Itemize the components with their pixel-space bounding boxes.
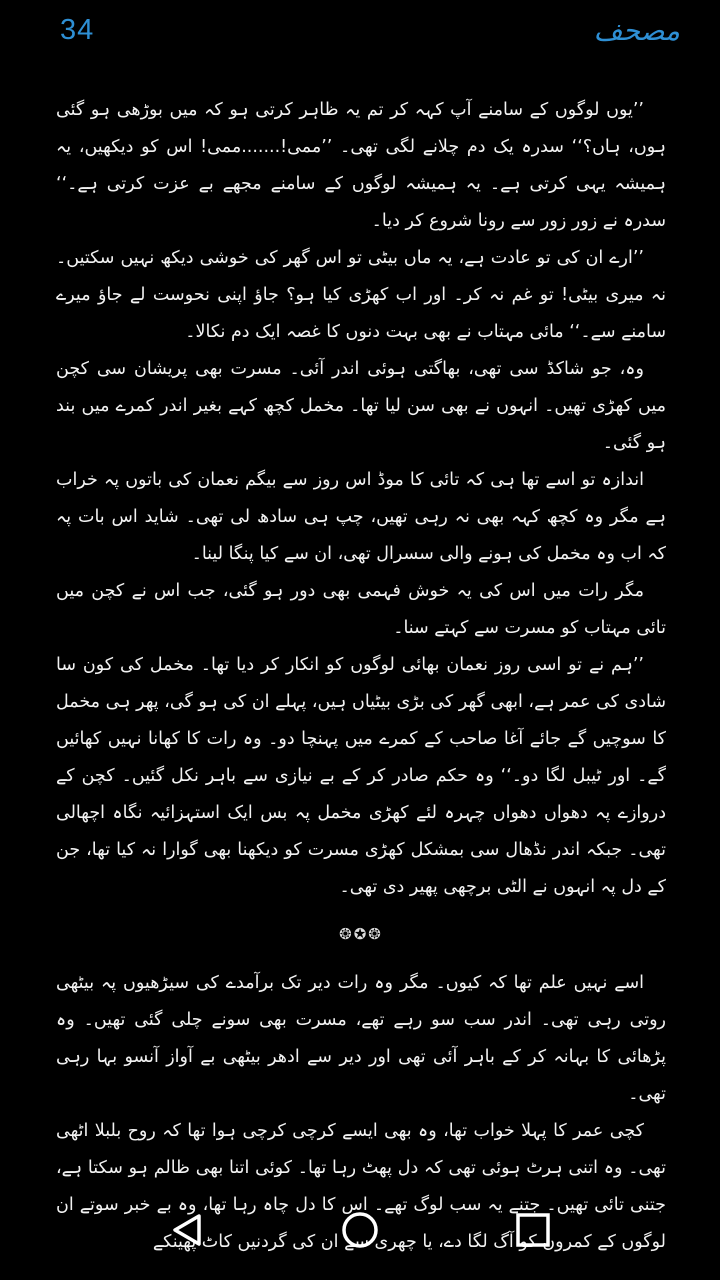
android-navigation-bar <box>0 1180 720 1280</box>
paragraph: اندازہ تو اسے تھا ہی کہ تائی کا موڈ اس روز سے بیگم نعمان کی باتوں پہ خراب ہے مگر وہ کچھ کہہ بھی نہ رہی تھیں، چپ ہی سادھ لی تھی۔ شاید اس بات پہ کہ اب وہ مخمل کی ہونے والی سسرال تھی، ان سے کیا پنگا لینا۔ <box>56 470 666 564</box>
back-triangle-icon <box>167 1210 207 1250</box>
home-circle-icon <box>340 1210 380 1250</box>
recents-button[interactable] <box>503 1200 563 1260</box>
recents-square-icon <box>513 1210 553 1250</box>
paragraph: اسے نہیں علم تھا کہ کیوں۔ مگر وہ رات دیر تک برآمدے کی سیڑھیوں پہ بیٹھی روتی رہی تھی۔ اندر سب سو رہے تھے، مسرت بھی سونے چلی گئی تھیں۔ وہ پڑھائی کا بہانہ کر کے باہر آئی تھی اور دیر سے ادھر بیٹھی بے آواز آنسو بہا رہی تھی۔ <box>56 973 666 1104</box>
app-logo: مصحف <box>593 14 680 47</box>
paragraph: کچی عمر کا پہلا خواب تھا، وہ بھی ایسے کرچی کرچی ہوا تھا کہ روح بلبلا اٹھی تھی۔ وہ اتنی ہرٹ ہوئی تھی کہ دل پھٹ رہا تھا۔ کوئی اتنا بھی ظالم ہو سکتا ہے، جتنی تائی تھیں۔ جتنے یہ سب لوگ تھے۔ اس کا دل چاہ رہا تھا، وہ بے خبر سوتے ان لوگوں کے کمروں کو آگ لگا دے، یا چھری سے ان کی گردنیں کاٹ پھینکے <box>56 1121 666 1252</box>
home-button[interactable] <box>330 1200 390 1260</box>
reading-content <box>56 92 666 1261</box>
paragraph: ’’ارے ان کی تو عادت ہے، یہ ماں بیٹی تو اس گھر کی خوشی دیکھ نہیں سکتیں۔ نہ میری بیٹی! تو غم نہ کر۔ اور اب کھڑی کیا ہو؟ جاؤ اپنی نحوست لے جاؤ میرے سامنے سے۔‘‘ مائی مہتاب نے بھی بہت دنوں کا غصہ ایک دم نکالا۔ <box>56 248 666 342</box>
paragraph: ’’ہم نے تو اسی روز نعمان بھائی لوگوں کو انکار کر دیا تھا۔ مخمل کی کون سا شادی کی عمر ہے، ابھی گھر کی بڑی بیٹیاں ہیں، پہلے ان کی ہو گی، پھر ہی مخمل کا سوچیں گے جائے آغا صاحب کے کمرے میں پہنچا دو۔ وہ رات کا کھانا نہیں کھائیں گے۔ اور ٹیبل لگا دو۔‘‘ وہ حکم صادر کر کے بے نیازی سے باہر نکل گئیں۔ کچن کے دروازے پہ دھواں دھواں چہرہ لئے کھڑی مخمل پہ بس ایک استہزائیہ نگاہ اچھالی تھی۔ جبکہ اندر نڈھال سی بمشکل کھڑی مسرت کو دیکھنا بھی گوارا نہ کیا تھا، جن کے دل پہ انہوں نے الٹی برچھی پھیر دی تھی۔ <box>56 655 666 897</box>
paragraph: وہ، جو شاکڈ سی تھی، بھاگتی ہوئی اندر آئی۔ مسرت بھی پریشان سی کچن میں کھڑی تھیں۔ انہوں نے بھی سن لیا تھا۔ مخمل کچھ کہے بغیر اندر کمرے میں بند ہو گئی۔ <box>56 359 666 453</box>
back-button[interactable] <box>157 1200 217 1260</box>
page-number: 34 <box>60 14 95 46</box>
paragraph: ’’یوں لوگوں کے سامنے آپ کہہ کر تم یہ ظاہر کرتی ہو کہ میں بوڑھی ہو گئی ہوں، ہاں؟‘‘ سدرہ یک دم چلانے لگی تھی۔ ’’ممی!.......ممی! اس کو دیکھیں، یہ ہمیشہ یہی کرتی ہے۔ یہ ہمیشہ لوگوں کے سامنے مجھے بے عزت کرتی ہے۔‘‘ سدرہ نے زور زور سے رونا شروع کر دیا۔ <box>56 100 666 231</box>
section-separator: ❂✪❂ <box>339 925 383 943</box>
paragraph: مگر رات میں اس کی یہ خوش فہمی بھی دور ہو گئی، جب اس نے کچن میں تائی مہتاب کو مسرت سے کہتے سنا۔ <box>56 581 666 638</box>
